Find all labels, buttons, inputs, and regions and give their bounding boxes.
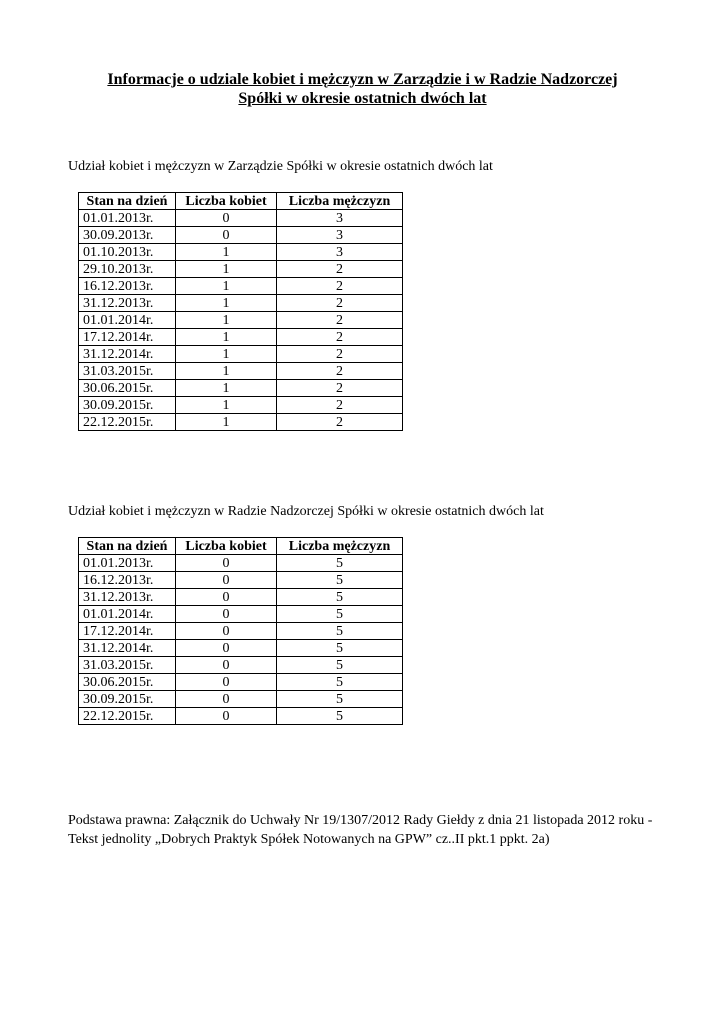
date-cell: 22.12.2015r. [79,708,176,725]
men-count-cell: 5 [277,572,403,589]
date-cell: 16.12.2013r. [79,572,176,589]
supervisory-table-header-row [79,538,403,555]
column-header-date: Stan na dzień [79,538,176,555]
men-count-cell: 2 [277,380,403,397]
women-count-cell: 1 [176,346,277,363]
women-count-cell: 1 [176,380,277,397]
men-count-cell: 5 [277,708,403,725]
date-cell: 31.12.2013r. [79,295,176,312]
women-count-cell: 1 [176,261,277,278]
supervisory-table-row [79,708,403,725]
board-table-row [79,329,403,346]
women-count-cell: 1 [176,244,277,261]
women-count-cell: 1 [176,312,277,329]
date-cell: 30.06.2015r. [79,380,176,397]
men-count-cell: 3 [277,210,403,227]
supervisory-table [78,537,403,725]
date-cell: 01.01.2013r. [79,555,176,572]
date-cell: 01.10.2013r. [79,244,176,261]
date-cell: 17.12.2014r. [79,623,176,640]
women-count-cell: 0 [176,674,277,691]
women-count-cell: 0 [176,691,277,708]
date-cell: 31.12.2013r. [79,589,176,606]
women-count-cell: 0 [176,555,277,572]
date-cell: 31.03.2015r. [79,363,176,380]
date-cell: 17.12.2014r. [79,329,176,346]
men-count-cell: 2 [277,329,403,346]
board-table-row [79,210,403,227]
supervisory-table-row [79,623,403,640]
women-count-cell: 1 [176,397,277,414]
column-header-women: Liczba kobiet [176,538,277,555]
document-title [60,70,665,108]
supervisory-table-row [79,640,403,657]
board-section-heading: Udział kobiet i mężczyzn w Zarządzie Spółki w okresie ostatnich dwóch lat [68,159,493,174]
board-table-row [79,278,403,295]
men-count-cell: 2 [277,295,403,312]
supervisory-table-row [79,674,403,691]
date-cell: 29.10.2013r. [79,261,176,278]
women-count-cell: 0 [176,708,277,725]
women-count-cell: 0 [176,572,277,589]
supervisory-table-row [79,606,403,623]
board-table [78,192,403,431]
men-count-cell: 5 [277,657,403,674]
men-count-cell: 5 [277,623,403,640]
supervisory-table-row [79,572,403,589]
board-table-row [79,380,403,397]
board-table-row [79,227,403,244]
women-count-cell: 1 [176,329,277,346]
women-count-cell: 1 [176,295,277,312]
date-cell: 30.09.2015r. [79,691,176,708]
date-cell: 01.01.2014r. [79,606,176,623]
men-count-cell: 3 [277,227,403,244]
date-cell: 31.03.2015r. [79,657,176,674]
supervisory-table-row [79,691,403,708]
women-count-cell: 0 [176,640,277,657]
document-title-line-1: Informacje o udziale kobiet i mężczyzn w Zarządzie i w Radzie Nadzorczej [107,71,618,88]
board-table-row [79,295,403,312]
men-count-cell: 2 [277,397,403,414]
board-table-header-row [79,193,403,210]
women-count-cell: 1 [176,414,277,431]
men-count-cell: 2 [277,312,403,329]
men-count-cell: 5 [277,640,403,657]
supervisory-section-heading: Udział kobiet i mężczyzn w Radzie Nadzorczej Spółki w okresie ostatnich dwóch lat [68,504,544,519]
supervisory-table-row [79,555,403,572]
board-table-row [79,312,403,329]
men-count-cell: 3 [277,244,403,261]
date-cell: 31.12.2014r. [79,640,176,657]
date-cell: 16.12.2013r. [79,278,176,295]
men-count-cell: 5 [277,555,403,572]
date-cell: 01.01.2014r. [79,312,176,329]
board-table-row [79,346,403,363]
women-count-cell: 1 [176,278,277,295]
date-cell: 30.09.2013r. [79,227,176,244]
document-title-line-2: Spółki w okresie ostatnich dwóch lat [238,90,487,107]
column-header-women: Liczba kobiet [176,193,277,210]
date-cell: 22.12.2015r. [79,414,176,431]
women-count-cell: 0 [176,606,277,623]
men-count-cell: 5 [277,674,403,691]
women-count-cell: 0 [176,657,277,674]
supervisory-table-row [79,589,403,606]
men-count-cell: 2 [277,278,403,295]
column-header-date: Stan na dzień [79,193,176,210]
men-count-cell: 2 [277,414,403,431]
men-count-cell: 2 [277,363,403,380]
men-count-cell: 2 [277,261,403,278]
column-header-men: Liczba mężczyzn [277,538,403,555]
legal-basis-note: Podstawa prawna: Załącznik do Uchwały Nr 19/1307/2012 Rady Giełdy z dnia 21 listopada 2012 roku - Tekst jednolity „Dobrych Praktyk Spółek Notowanych na GPW” cz..II pkt.1 ppkt. 2a) [68,813,653,847]
women-count-cell: 0 [176,589,277,606]
women-count-cell: 0 [176,210,277,227]
men-count-cell: 5 [277,691,403,708]
women-count-cell: 1 [176,363,277,380]
men-count-cell: 5 [277,606,403,623]
men-count-cell: 2 [277,346,403,363]
board-table-row [79,414,403,431]
women-count-cell: 0 [176,227,277,244]
column-header-men: Liczba mężczyzn [277,193,403,210]
date-cell: 30.09.2015r. [79,397,176,414]
supervisory-table-row [79,657,403,674]
board-table-row [79,397,403,414]
board-table-row [79,363,403,380]
date-cell: 31.12.2014r. [79,346,176,363]
women-count-cell: 0 [176,623,277,640]
date-cell: 01.01.2013r. [79,210,176,227]
date-cell: 30.06.2015r. [79,674,176,691]
board-table-row [79,244,403,261]
board-table-row [79,261,403,278]
men-count-cell: 5 [277,589,403,606]
